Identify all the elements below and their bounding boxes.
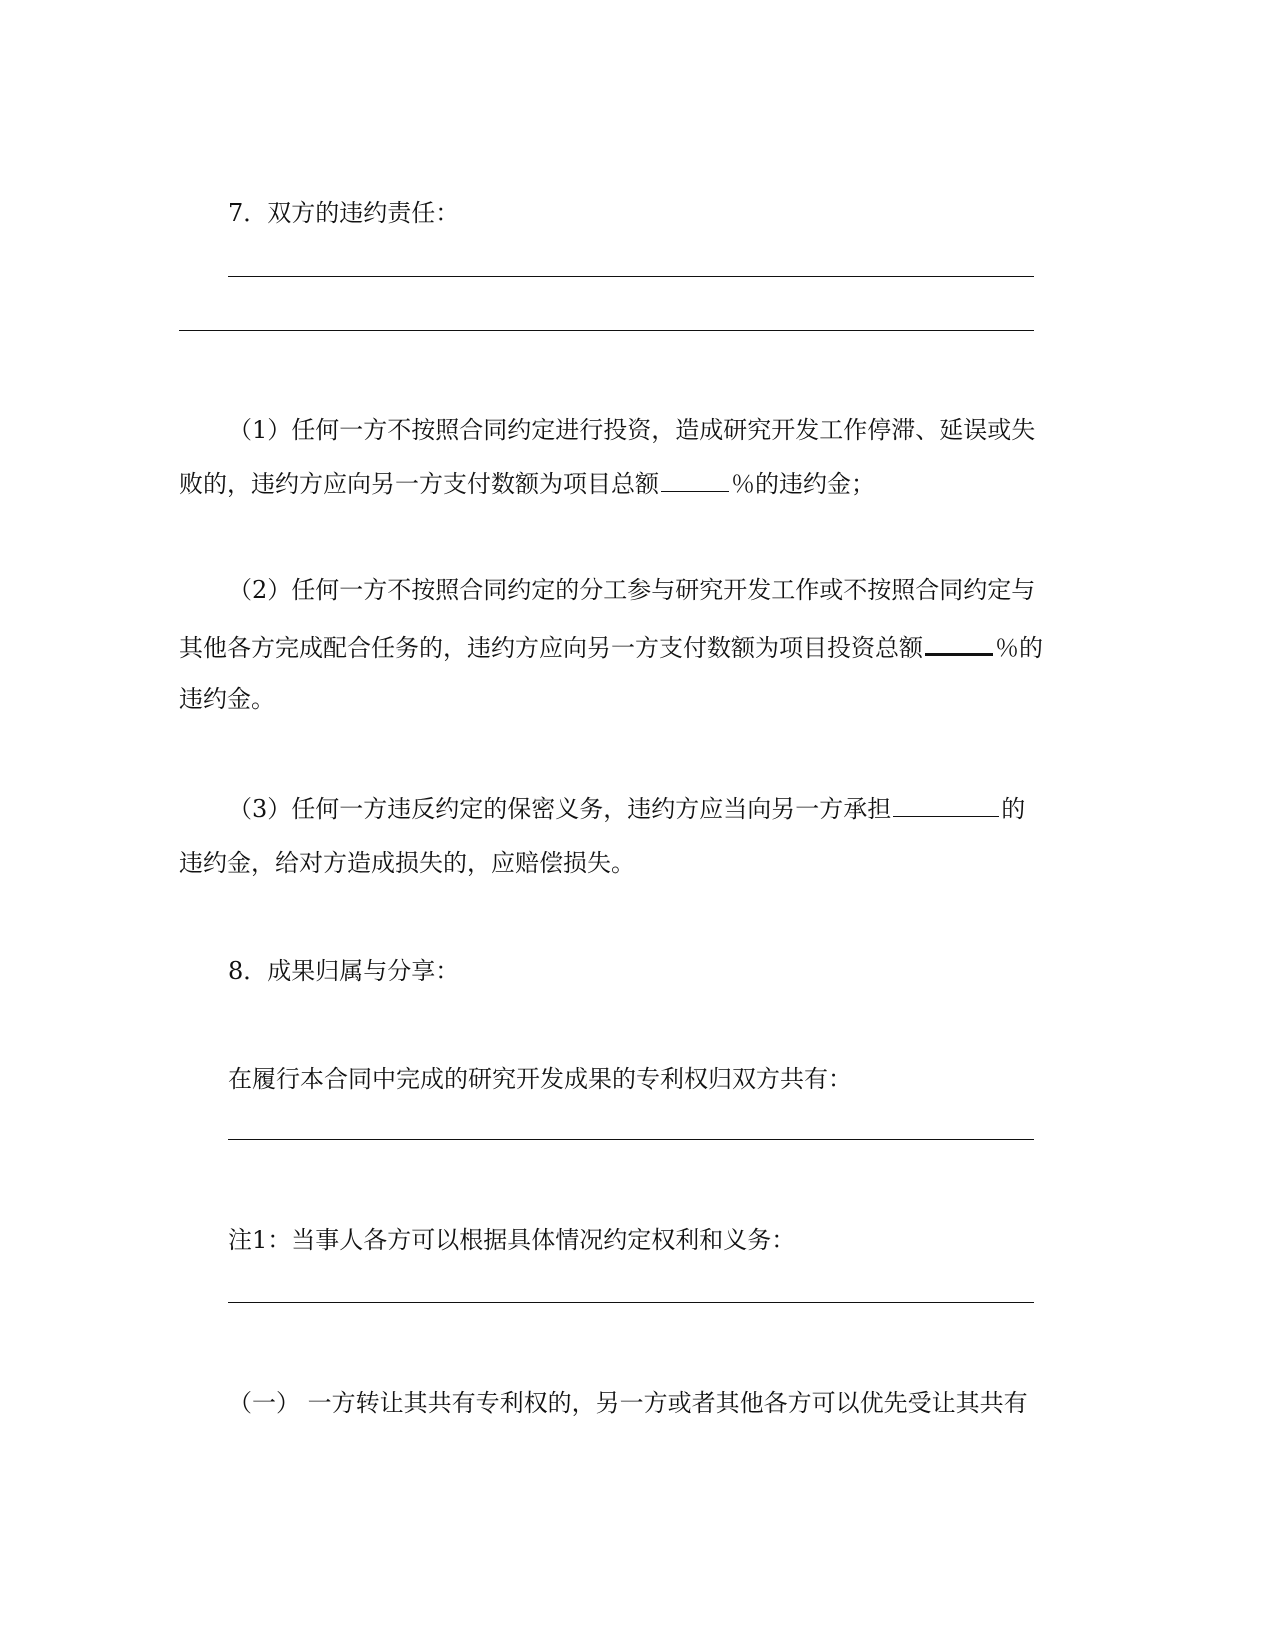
percentage-blank <box>661 467 729 492</box>
percentage-blank <box>925 629 993 656</box>
clause-1-line-2 <box>179 467 875 500</box>
clause-2-line-1: （2）任何一方不按照合同约定的分工参与研究开发工作或不按照合同约定与 <box>228 576 1036 604</box>
amount-blank <box>893 792 999 817</box>
fill-in-line <box>179 330 1034 331</box>
clause-3-line-1 <box>228 792 1025 825</box>
clause-3-text-before-blank: （3）任何一方违反约定的保密义务，违约方应当向另一方承担 <box>228 795 892 823</box>
fill-in-line <box>228 1302 1034 1303</box>
clause-2-text-after-blank: ％的 <box>995 634 1043 662</box>
clause-1-text-before-blank: 败的，违约方应向另一方支付数额为项目总额 <box>179 470 659 498</box>
clause-3-text-after-blank: 的 <box>1001 795 1026 823</box>
item-one: （一） 一方转让其共有专利权的，另一方或者其他各方可以优先受让其共有 <box>228 1389 1028 1417</box>
section-8-paragraph: 在履行本合同中完成的研究开发成果的专利权归双方共有： <box>228 1065 852 1093</box>
clause-3-line-2: 违约金，给对方造成损失的，应赔偿损失。 <box>179 849 635 877</box>
clause-2-text-before-blank: 其他各方完成配合任务的，违约方应向另一方支付数额为项目投资总额 <box>179 634 923 662</box>
clause-1-text-after-blank: ％的违约金； <box>731 470 875 498</box>
fill-in-line <box>228 1139 1034 1140</box>
section-8-heading: 8．成果归属与分享： <box>228 957 460 985</box>
section-7-heading: 7．双方的违约责任： <box>228 199 460 227</box>
fill-in-line <box>228 276 1034 277</box>
clause-2-line-2 <box>179 629 1043 664</box>
note-1: 注1：当事人各方可以根据具体情况约定权利和义务： <box>228 1226 796 1254</box>
clause-2-line-3: 违约金。 <box>179 685 275 713</box>
clause-1-line-1: （1）任何一方不按照合同约定进行投资，造成研究开发工作停滞、延误或失 <box>228 416 1036 444</box>
